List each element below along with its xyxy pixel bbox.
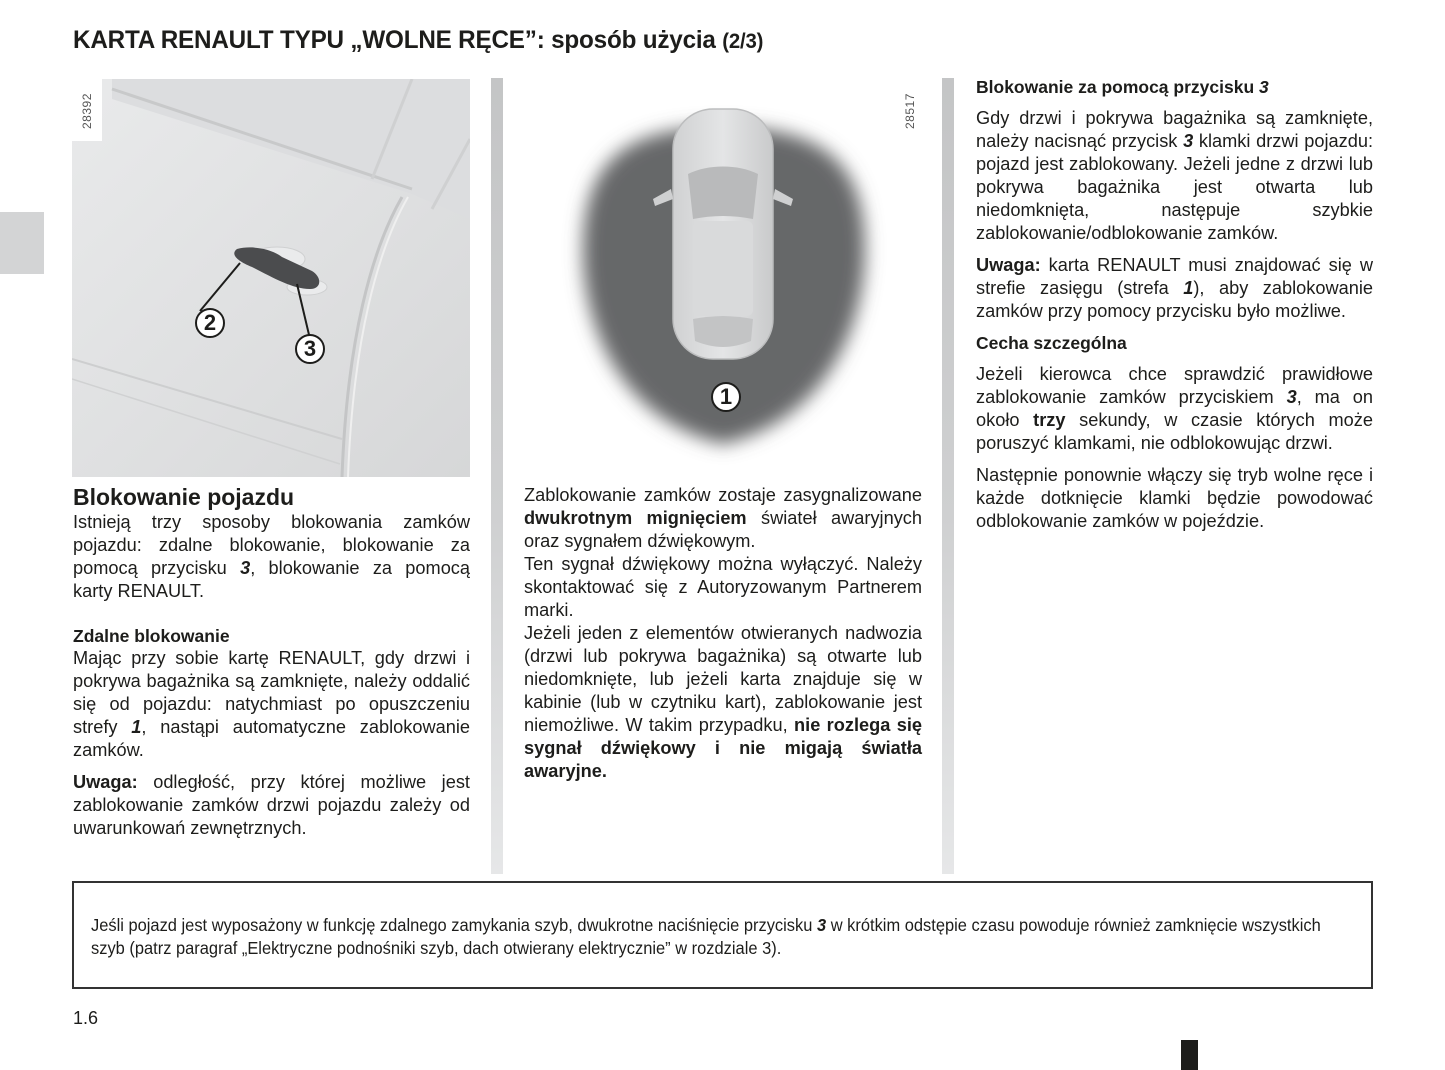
reference-number: 3 (1183, 131, 1194, 151)
callout-1: 1 (711, 382, 741, 412)
column-2-text (524, 484, 922, 783)
text-fragment: w krótkim odstępie czasu powoduje również zamknięcie wszystkich szyb (patrz paragraf „Elektryczne podnośniki szyb, dach otwierany elektrycznie” w rozdziale 3). (91, 915, 1321, 958)
after-paragraph: Następnie ponownie włączy się tryb wolne ręce i każde dotknięcie klamki będzie powodować odblokowanie zamków w pojeździe. (976, 465, 1373, 531)
note-label: Uwaga: (976, 255, 1041, 275)
text-fragment: ), aby zablokowanie zamków przy pomocy przycisku było możliwe. (976, 278, 1374, 321)
column-divider-left (491, 78, 503, 874)
text-fragment: świateł awaryjnych oraz sygnałem dźwiękowym. (524, 508, 922, 551)
text-fragment: Istnieją trzy sposoby blokowania zamków pojazdu: zdalne blokowanie, blokowanie za pomocą przycisku (73, 512, 470, 578)
spacer (73, 603, 470, 625)
note-label: Uwaga: (73, 772, 138, 792)
remote-locking-paragraph (73, 647, 470, 762)
text-fragment: odległość, przy której możliwe jest zablokowanie zamków drzwi pojazdu zależy od uwarunkowań zewnętrznych. (73, 772, 470, 838)
column-divider-right (942, 78, 954, 874)
chapter-side-tab (0, 212, 44, 274)
window-closing-note-box (72, 881, 1373, 989)
text-fragment: , blokowanie za pomocą karty RENAULT. (73, 558, 471, 601)
spacer (976, 354, 1373, 363)
text-fragment: , nastąpi automatyczne zablokowanie zamków. (73, 717, 470, 760)
spacer (73, 762, 470, 771)
text-fragment: Gdy drzwi i pokrywa bagażnika są zamknięte, należy nacisnąć przycisk (976, 108, 1373, 151)
callout-3: 3 (295, 334, 325, 364)
figure-id: 28392 (80, 93, 94, 129)
reference-number: 1 (131, 717, 142, 737)
spacer (976, 455, 1373, 464)
spacer (976, 323, 1373, 332)
detection-zone-illustration (503, 79, 942, 474)
door-handle-illustration (72, 79, 470, 477)
intro-paragraph (73, 511, 470, 603)
subheading-remote-locking: Zdalne blokowanie (73, 626, 230, 646)
text-fragment: klamki drzwi pojazdu: pojazd jest zablokowany. Jeżeli jedne z drzwi lub pokrywa bagażnika jest otwarta lub niedomknięta, następuje szybkie zablokowanie/odblokowanie zamków. (976, 131, 1373, 243)
subheading-button-locking (976, 76, 1373, 98)
page-edge-marker (1181, 1040, 1198, 1070)
reference-number: 3 (1259, 77, 1269, 97)
column-1-text (73, 484, 470, 840)
text-fragment: Zablokowanie zamków zostaje zasygnalizowane (524, 485, 922, 505)
text-fragment: sekundy, w czasie których może poruszyć klamkami, nie odblokowując drzwi. (976, 410, 1373, 453)
spacer (976, 98, 1373, 107)
text-fragment: Blokowanie za pomocą przycisku (976, 77, 1259, 97)
mute-paragraph: Ten sygnał dźwiękowy można wyłączyć. Należy skontaktować się z Autoryzowanym Partnerem marki. (524, 554, 922, 620)
special-feature-paragraph (976, 363, 1373, 455)
note-box-text (91, 914, 1356, 960)
text-fragment: , ma on około (976, 387, 1374, 430)
emphasis: nie rozlega się sygnał dźwiękowy i nie migają światła awaryjne. (524, 715, 923, 781)
reference-number: 1 (1183, 278, 1194, 298)
text-fragment: karta RENAULT musi znajdować się w strefie zasięgu (strefa (976, 255, 1373, 298)
text-fragment: Jeśli pojazd jest wyposażony w funkcję zdalnego zamykania szyb, dwukrotne naciśnięcie przycisku (91, 915, 817, 935)
door-handle-drawing (72, 79, 470, 477)
note-paragraph (976, 254, 1373, 323)
heading-vehicle-locking: Blokowanie pojazdu (73, 484, 295, 510)
reference-number: 3 (816, 915, 827, 935)
text-fragment: Mając przy sobie kartę RENAULT, gdy drzwi i pokrywa bagażnika są zamknięte, należy oddalić się od pojazdu: natychmiast po opuszczeniu strefy (73, 648, 470, 737)
page-number: 1.6 (73, 1008, 99, 1028)
page-title (73, 26, 763, 55)
figure-id: 28517 (903, 93, 917, 129)
signal-paragraph (524, 484, 922, 553)
page-title-main: KARTA RENAULT TYPU „WOLNE RĘCE”: sposób użycia (73, 26, 716, 54)
text-fragment: Jeżeli kierowca chce sprawdzić prawidłowe zablokowanie zamków przyciskiem (976, 364, 1373, 407)
open-elements-paragraph (524, 622, 922, 783)
callout-2: 2 (195, 308, 225, 338)
reference-number: 3 (1286, 387, 1297, 407)
text-fragment: Jeżeli jeden z elementów otwieranych nadwozia (drzwi lub pokrywa bagażnika) są otwarte lub niedomknięte, lub jeżeli karta znajduje się w kabinie (lub w czytniku kart), zablokowanie jest niemożliwe. W takim przypadku, (524, 623, 922, 735)
note-paragraph (73, 771, 470, 840)
emphasis: dwukrotnym mignięciem (524, 508, 747, 528)
emphasis: trzy (1033, 410, 1066, 430)
car-zone-drawing (503, 79, 942, 474)
page-title-suffix: (2/3) (722, 30, 764, 53)
spacer (976, 245, 1373, 254)
reference-number: 3 (240, 558, 251, 578)
button-locking-paragraph (976, 107, 1373, 245)
subheading-special-feature: Cecha szczególna (976, 333, 1127, 353)
column-3-text (976, 76, 1373, 533)
